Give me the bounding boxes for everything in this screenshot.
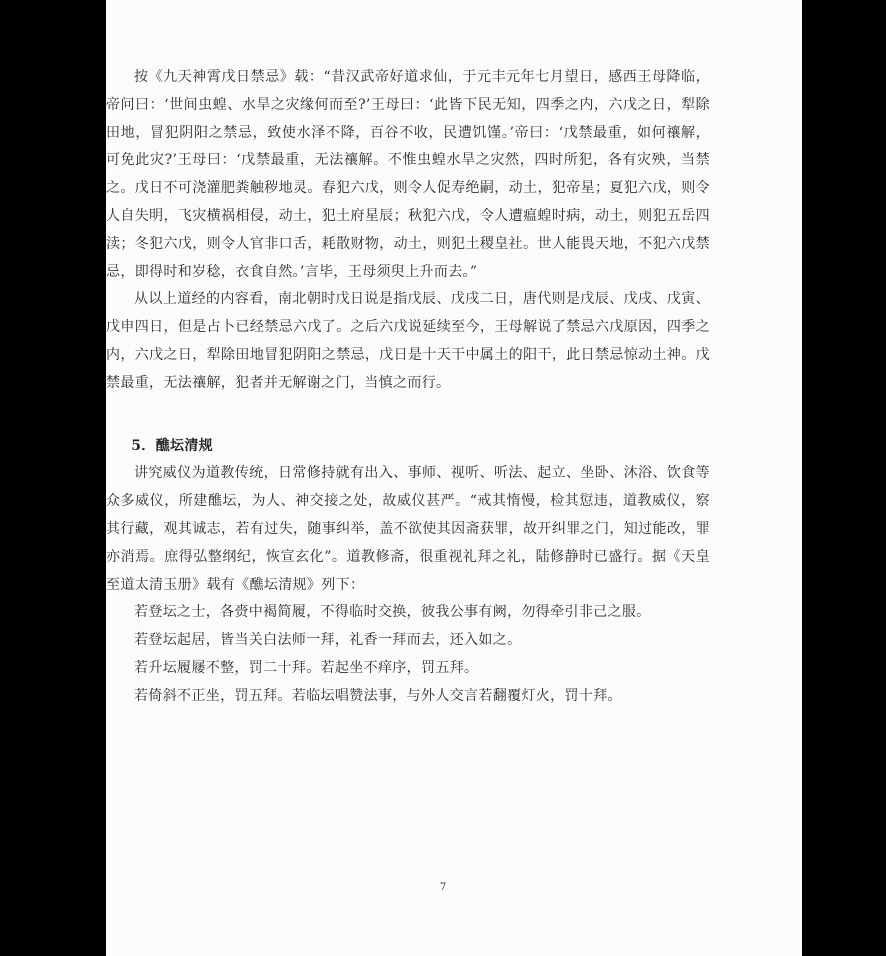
- page-number: 7: [439, 882, 447, 893]
- section-heading: 5．醮坛清规: [131, 437, 214, 454]
- paragraph-rule-3: 若升坛履屦不整，罚二十拜。若起坐不痒序，罚五拜。: [134, 659, 479, 676]
- paragraph-rule-1: 若登坛之士，各赍中褐简履，不得临时交换，彼我公事有阙，勿得牵引非己之服。: [134, 604, 651, 621]
- paragraph-analysis: 从以上道经的内容看，南北朝时戊日说是指戊辰、戊戌二日，唐代则是戊辰、戊戌、戊寅、戊申四日，但是占卜已经禁忌六戊了。之后六戊说延续至今，王母解说了禁忌六戊原因，四季之内，六戊之日，犁除田地冒犯阴阳之禁忌，戊日是十天干中属土的阳干，此日禁忌惊动土神。戊禁最重，无法禳解，犯者并无解谢之门，当慎之而行。: [106, 291, 710, 391]
- paragraph-rule-4: 若倚斜不正坐，罚五拜。若临坛唱赞法事，与外人交言若翻覆灯火，罚十拜。: [134, 687, 622, 704]
- document-body: [106, 64, 710, 711]
- paragraph-weiyi: 讲究威仪为道教传统，日常修持就有出入、事师、视听、听法、起立、坐卧、沐浴、饮食等众多威仪，所建醮坛，为人、神交接之处，故威仪甚严。“戒其惰慢，检其愆违，道教威仪，察其行藏，观其诚志，若有过失，随事纠举，盖不欲使其因斋获罪，故开纠罪之门，知过能改，罪亦消焉。庶得弘整纲纪，恢宣玄化”。道教修斋，很重视礼拜之礼，陆修静时已盛行。据《天皇至道太清玉册》载有《醮坛清规》列下：: [106, 465, 710, 593]
- paragraph-jiutian-quote: 按《九天神霄戊日禁忌》载：“昔汉武帝好道求仙，于元丰元年七月望日，感西王母降临，帝问曰：‘世间虫蝗、水旱之灾缘何而至?’王母曰：‘此皆下民无知，四季之内，六戊之日，犁除田地，冒犯阴阳之禁忌，致使水泽不降，百谷不收，民遭饥馑。’帝曰：‘戊禁最重，如何禳解，可免此灾?’王母曰：‘戊禁最重，无法禳解。不惟虫蝗水旱之灾然，四时所犯，各有灾殃，当禁之。戊日不可浇灌肥粪触秽地灵。春犯六戊，则令人促寿绝嗣，动土，犯帝星；夏犯六戊，则令人自失明，飞灾横祸相侵，动土，犯土府星辰；秋犯六戊，令人遭瘟蝗时病，动土，则犯五岳四渎；冬犯六戊，则令人官非口舌，耗散财物，动土，则犯土稷皇社。世人能畏天地，不犯六戊禁忌，即得时和岁稔，衣食自然。’言毕，王母须臾上升而去。”: [106, 69, 710, 280]
- paragraph-rule-2: 若登坛起居，皆当关白法师一拜，礼香一拜而去，还入如之。: [134, 632, 522, 649]
